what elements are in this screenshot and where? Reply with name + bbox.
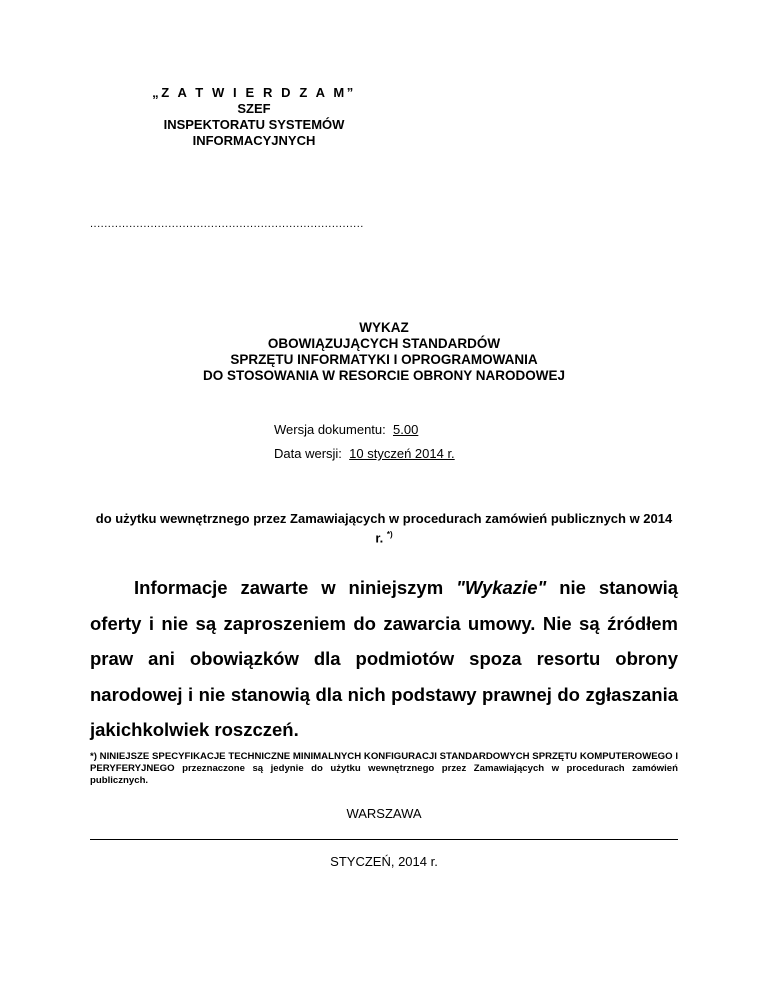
- title-line-3: SPRZĘTU INFORMATYKI I OPROGRAMOWANIA: [230, 352, 538, 367]
- approval-line-3: INFORMACYJNYCH: [192, 133, 316, 148]
- document-title: [90, 320, 678, 384]
- title-line-1: WYKAZ: [359, 320, 409, 335]
- version-value: 5.00: [393, 422, 419, 437]
- usage-statement: [90, 511, 678, 546]
- footnote: [90, 751, 678, 787]
- footnote-caps: *) NINIEJSZE SPECYFIKACJE TECHNICZNE MINIMALNYCH KONFIGURACJI STANDARDOWYCH SPRZĘTU KOMPUTEROWEGO I PERYFERYJNEGO: [90, 751, 678, 774]
- version-row: [274, 422, 418, 437]
- divider-line: [90, 839, 678, 840]
- disclaimer-text-before: Informacje zawarte w niniejszym: [134, 577, 444, 598]
- disclaimer-emphasis: "Wykazie": [456, 577, 547, 598]
- date-label: Data wersji:: [274, 446, 342, 461]
- approval-block: [140, 85, 368, 149]
- usage-text: do użytku wewnętrznego przez Zamawiających w procedurach zamówień publicznych w 2014 r.: [95, 511, 673, 546]
- version-label: Wersja dokumentu:: [274, 422, 386, 437]
- date-value: 10 styczeń 2014 r.: [349, 446, 455, 461]
- approval-stamp: „Z A T W I E R D Z A M”: [152, 85, 356, 100]
- title-line-4: DO STOSOWANIA W RESORCIE OBRONY NARODOWEJ: [202, 368, 566, 383]
- footnote-marker: *): [386, 530, 393, 539]
- disclaimer-paragraph: [90, 570, 678, 748]
- issue-date: STYCZEŃ, 2014 r.: [330, 854, 438, 869]
- disclaimer-text-after: nie stanowią oferty i nie są zaproszeniem do zawarcia umowy. Nie są źródłem praw ani obowiązków dla podmiotów spoza resortu obrony narodowej i nie stanowią dla nich podstawy prawnej do zgłaszania jakichkolwiek roszczeń.: [90, 577, 679, 740]
- signature-line: .............................................................................: [90, 218, 364, 230]
- title-line-2: OBOWIĄZUJĄCYCH STANDARDÓW: [267, 336, 501, 351]
- approval-line-2: INSPEKTORATU SYSTEMÓW: [163, 117, 345, 132]
- place-name: WARSZAWA: [346, 806, 422, 821]
- date-row: [274, 446, 455, 461]
- approval-line-1: SZEF: [237, 101, 271, 116]
- footnote-rest: przeznaczone są jedynie do użytku wewnętrznego przez Zamawiających w procedurach zamówień publicznych.: [90, 763, 678, 786]
